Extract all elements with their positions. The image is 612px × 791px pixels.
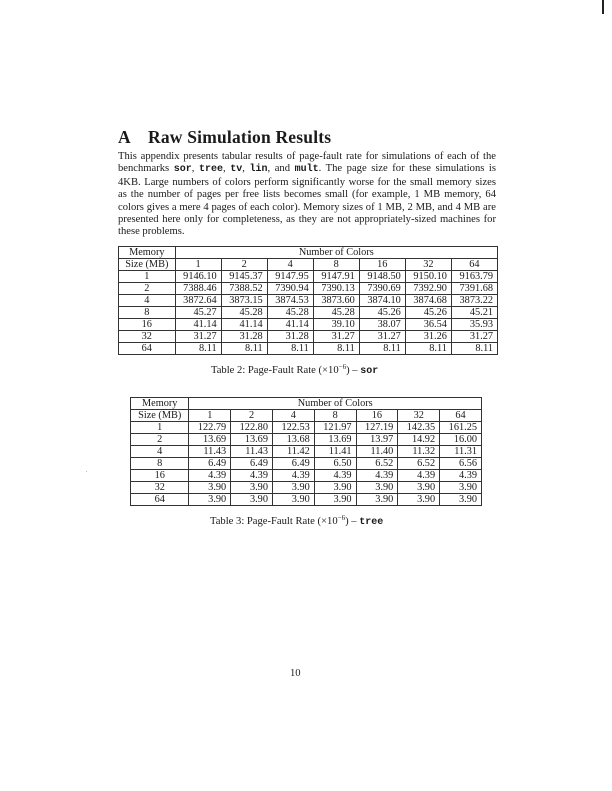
fault-rate-cell: 11.42 — [272, 446, 314, 458]
memory-size-cell: 2 — [131, 434, 189, 446]
fault-rate-cell: 3874.68 — [405, 295, 451, 307]
fault-rate-cell: 3.90 — [398, 494, 440, 506]
fault-rate-cell: 8.11 — [313, 343, 359, 355]
section-heading — [118, 127, 331, 148]
fault-rate-cell: 3.90 — [231, 482, 273, 494]
table-row — [131, 434, 482, 446]
fault-rate-cell: 4.39 — [356, 470, 398, 482]
benchmark-name: mult — [294, 164, 319, 176]
fault-rate-cell: 121.97 — [314, 422, 356, 434]
memory-size-cell: 4 — [131, 446, 189, 458]
memory-size-cell: 64 — [119, 343, 176, 355]
column-header-row — [131, 410, 482, 422]
fault-rate-cell: 8.11 — [451, 343, 497, 355]
column-header: 8 — [314, 410, 356, 422]
fault-rate-cell: 7390.69 — [359, 283, 405, 295]
fault-rate-cell: 36.54 — [405, 319, 451, 331]
fault-rate-cell: 45.27 — [175, 307, 221, 319]
fault-rate-cell: 11.43 — [189, 446, 231, 458]
column-header: 1 — [175, 259, 221, 271]
fault-rate-cell: 41.14 — [175, 319, 221, 331]
fault-rate-cell: 45.28 — [267, 307, 313, 319]
fault-rate-cell: 6.52 — [356, 458, 398, 470]
fault-rate-cell: 9145.37 — [221, 271, 267, 283]
memory-size-cell: 2 — [119, 283, 176, 295]
table-tree — [130, 397, 482, 506]
intro-paragraph — [118, 151, 496, 239]
benchmark-name: sor — [173, 164, 192, 176]
fault-rate-cell: 45.26 — [405, 307, 451, 319]
column-header: 32 — [398, 410, 440, 422]
fault-rate-cell: 3.90 — [272, 482, 314, 494]
fault-rate-cell: 13.68 — [272, 434, 314, 446]
fault-rate-cell: 3.90 — [356, 494, 398, 506]
caption-exponent: −6 — [337, 514, 346, 522]
page-edge-mark — [602, 0, 604, 14]
intro-text: . The page size for these simulations is 4KB. Large numbers of colors perform significantly worse for the small memory sizes as the number of pages per free lists becomes small (for example, 1 MB memory, 64 colors gives a mere 4 pages of each color). Memory sizes of 1 MB, 2 MB, and 4 MB are presented here only for completeness, as they are not appropriately-sized machines for these problems. — [118, 163, 497, 238]
fault-rate-cell: 3873.22 — [451, 295, 497, 307]
memory-size-cell: 32 — [131, 482, 189, 494]
memory-size-cell: 8 — [131, 458, 189, 470]
group-header: Number of Colors — [189, 398, 482, 410]
fault-rate-cell: 41.14 — [221, 319, 267, 331]
column-header: 4 — [267, 259, 313, 271]
fault-rate-cell: 6.49 — [272, 458, 314, 470]
fault-rate-cell: 3.90 — [189, 482, 231, 494]
fault-rate-cell: 45.28 — [221, 307, 267, 319]
fault-rate-cell: 161.25 — [440, 422, 482, 434]
fault-rate-cell: 11.43 — [231, 446, 273, 458]
fault-rate-cell: 45.28 — [313, 307, 359, 319]
fault-rate-cell: 7390.94 — [267, 283, 313, 295]
fault-rate-cell: 3.90 — [440, 494, 482, 506]
fault-rate-cell: 9163.79 — [451, 271, 497, 283]
fault-rate-cell: 3.90 — [272, 494, 314, 506]
benchmark-name: tree — [199, 164, 224, 176]
fault-rate-cell: 31.28 — [267, 331, 313, 343]
fault-rate-cell: 4.39 — [189, 470, 231, 482]
column-header-row — [119, 259, 498, 271]
fault-rate-cell: 6.56 — [440, 458, 482, 470]
fault-rate-cell: 9147.95 — [267, 271, 313, 283]
fault-rate-cell: 45.21 — [451, 307, 497, 319]
memory-size-cell: 1 — [119, 271, 176, 283]
table-row — [119, 331, 498, 343]
memory-size-cell: 64 — [131, 494, 189, 506]
table-row — [119, 319, 498, 331]
fault-rate-cell: 31.26 — [405, 331, 451, 343]
fault-rate-cell: 45.26 — [359, 307, 405, 319]
fault-rate-cell: 8.11 — [175, 343, 221, 355]
fault-rate-cell: 4.39 — [314, 470, 356, 482]
fault-rate-cell: 6.49 — [231, 458, 273, 470]
fault-rate-cell: 3.90 — [189, 494, 231, 506]
fault-rate-cell: 4.39 — [272, 470, 314, 482]
memory-size-cell: 8 — [119, 307, 176, 319]
memory-size-cell: 16 — [131, 470, 189, 482]
table-caption — [211, 365, 378, 377]
fault-rate-cell: 8.11 — [405, 343, 451, 355]
fault-rate-cell: 122.80 — [231, 422, 273, 434]
column-header: 64 — [440, 410, 482, 422]
fault-rate-cell: 3874.10 — [359, 295, 405, 307]
table-row — [119, 343, 498, 355]
column-header: 1 — [189, 410, 231, 422]
fault-rate-cell: 142.35 — [398, 422, 440, 434]
fault-rate-cell: 7388.52 — [221, 283, 267, 295]
memory-size-cell: 16 — [119, 319, 176, 331]
caption-exponent: −6 — [338, 363, 347, 371]
row-header-line2: Size (MB) — [131, 410, 189, 422]
fault-rate-cell: 31.28 — [221, 331, 267, 343]
fault-rate-cell: 3.90 — [398, 482, 440, 494]
column-header: 4 — [272, 410, 314, 422]
fault-rate-cell: 9148.50 — [359, 271, 405, 283]
fault-rate-cell: 13.69 — [189, 434, 231, 446]
fault-rate-cell: 3.90 — [440, 482, 482, 494]
fault-rate-cell: 14.92 — [398, 434, 440, 446]
memory-size-cell: 4 — [119, 295, 176, 307]
table-row — [131, 446, 482, 458]
section-number: A — [118, 127, 131, 147]
fault-rate-cell: 3873.15 — [221, 295, 267, 307]
row-header-line2: Size (MB) — [119, 259, 176, 271]
fault-rate-cell: 9146.10 — [175, 271, 221, 283]
fault-rate-cell: 13.97 — [356, 434, 398, 446]
caption-text: Table 2: Page-Fault Rate (×10 — [211, 365, 339, 376]
fault-rate-cell: 31.27 — [451, 331, 497, 343]
caption-text: Table 3: Page-Fault Rate (×10 — [210, 516, 338, 527]
fault-rate-cell: 8.11 — [221, 343, 267, 355]
column-header: 32 — [405, 259, 451, 271]
table-caption — [210, 516, 383, 528]
table-row — [119, 271, 498, 283]
caption-benchmark: sor — [360, 366, 379, 377]
fault-rate-cell: 7390.13 — [313, 283, 359, 295]
fault-rate-cell: 6.50 — [314, 458, 356, 470]
table-row — [131, 494, 482, 506]
benchmark-name: tv — [230, 164, 243, 176]
intro-text: , and — [267, 163, 295, 175]
fault-rate-cell: 39.10 — [313, 319, 359, 331]
table-row — [131, 422, 482, 434]
table-header-row — [131, 398, 482, 410]
table-row — [119, 307, 498, 319]
table-row — [119, 295, 498, 307]
fault-rate-cell: 7391.68 — [451, 283, 497, 295]
fault-rate-cell: 4.39 — [440, 470, 482, 482]
table-row — [119, 283, 498, 295]
caption-text: ) – — [345, 516, 360, 527]
fault-rate-cell: 122.79 — [189, 422, 231, 434]
fault-rate-cell: 31.27 — [313, 331, 359, 343]
fault-rate-cell: 3873.60 — [313, 295, 359, 307]
intro-text: , — [242, 163, 250, 175]
group-header: Number of Colors — [175, 247, 497, 259]
column-header: 64 — [451, 259, 497, 271]
page-number: 10 — [290, 668, 301, 679]
fault-rate-cell: 3872.64 — [175, 295, 221, 307]
fault-rate-cell: 3874.53 — [267, 295, 313, 307]
fault-rate-cell: 16.00 — [440, 434, 482, 446]
fault-rate-cell: 8.11 — [359, 343, 405, 355]
fault-rate-cell: 9147.91 — [313, 271, 359, 283]
table-row — [131, 482, 482, 494]
fault-rate-cell: 7388.46 — [175, 283, 221, 295]
scan-speck — [86, 471, 87, 472]
fault-rate-cell: 7392.90 — [405, 283, 451, 295]
fault-rate-cell: 9150.10 — [405, 271, 451, 283]
intro-text: , — [223, 163, 231, 175]
memory-size-cell: 1 — [131, 422, 189, 434]
row-header-line1: Memory — [131, 398, 189, 410]
fault-rate-cell: 3.90 — [356, 482, 398, 494]
column-header: 16 — [359, 259, 405, 271]
fault-rate-cell: 122.53 — [272, 422, 314, 434]
caption-benchmark: tree — [359, 517, 384, 528]
table-sor — [118, 246, 498, 355]
column-header: 16 — [356, 410, 398, 422]
fault-rate-cell: 31.27 — [359, 331, 405, 343]
fault-rate-cell: 41.14 — [267, 319, 313, 331]
fault-rate-cell: 35.93 — [451, 319, 497, 331]
table-header-row — [119, 247, 498, 259]
column-header: 2 — [221, 259, 267, 271]
fault-rate-cell: 13.69 — [314, 434, 356, 446]
fault-rate-cell: 3.90 — [314, 482, 356, 494]
fault-rate-cell: 127.19 — [356, 422, 398, 434]
fault-rate-cell: 8.11 — [267, 343, 313, 355]
fault-rate-cell: 11.41 — [314, 446, 356, 458]
intro-text: , — [191, 163, 199, 175]
section-title: Raw Simulation Results — [148, 127, 332, 147]
column-header: 8 — [313, 259, 359, 271]
intro-text: This appendix presents tabular results of page-fault rate for simulations of each of the benchmarks — [118, 151, 496, 175]
fault-rate-cell: 4.39 — [398, 470, 440, 482]
caption-text: ) – — [346, 365, 361, 376]
table-row — [131, 470, 482, 482]
memory-size-cell: 32 — [119, 331, 176, 343]
fault-rate-cell: 6.52 — [398, 458, 440, 470]
fault-rate-cell: 3.90 — [231, 494, 273, 506]
row-header-line1: Memory — [119, 247, 176, 259]
fault-rate-cell: 13.69 — [231, 434, 273, 446]
table-row — [131, 458, 482, 470]
fault-rate-cell: 11.31 — [440, 446, 482, 458]
fault-rate-cell: 11.40 — [356, 446, 398, 458]
fault-rate-cell: 31.27 — [175, 331, 221, 343]
fault-rate-cell: 38.07 — [359, 319, 405, 331]
fault-rate-cell: 6.49 — [189, 458, 231, 470]
fault-rate-cell: 3.90 — [314, 494, 356, 506]
fault-rate-cell: 11.32 — [398, 446, 440, 458]
benchmark-name: lin — [249, 164, 268, 176]
column-header: 2 — [231, 410, 273, 422]
fault-rate-cell: 4.39 — [231, 470, 273, 482]
